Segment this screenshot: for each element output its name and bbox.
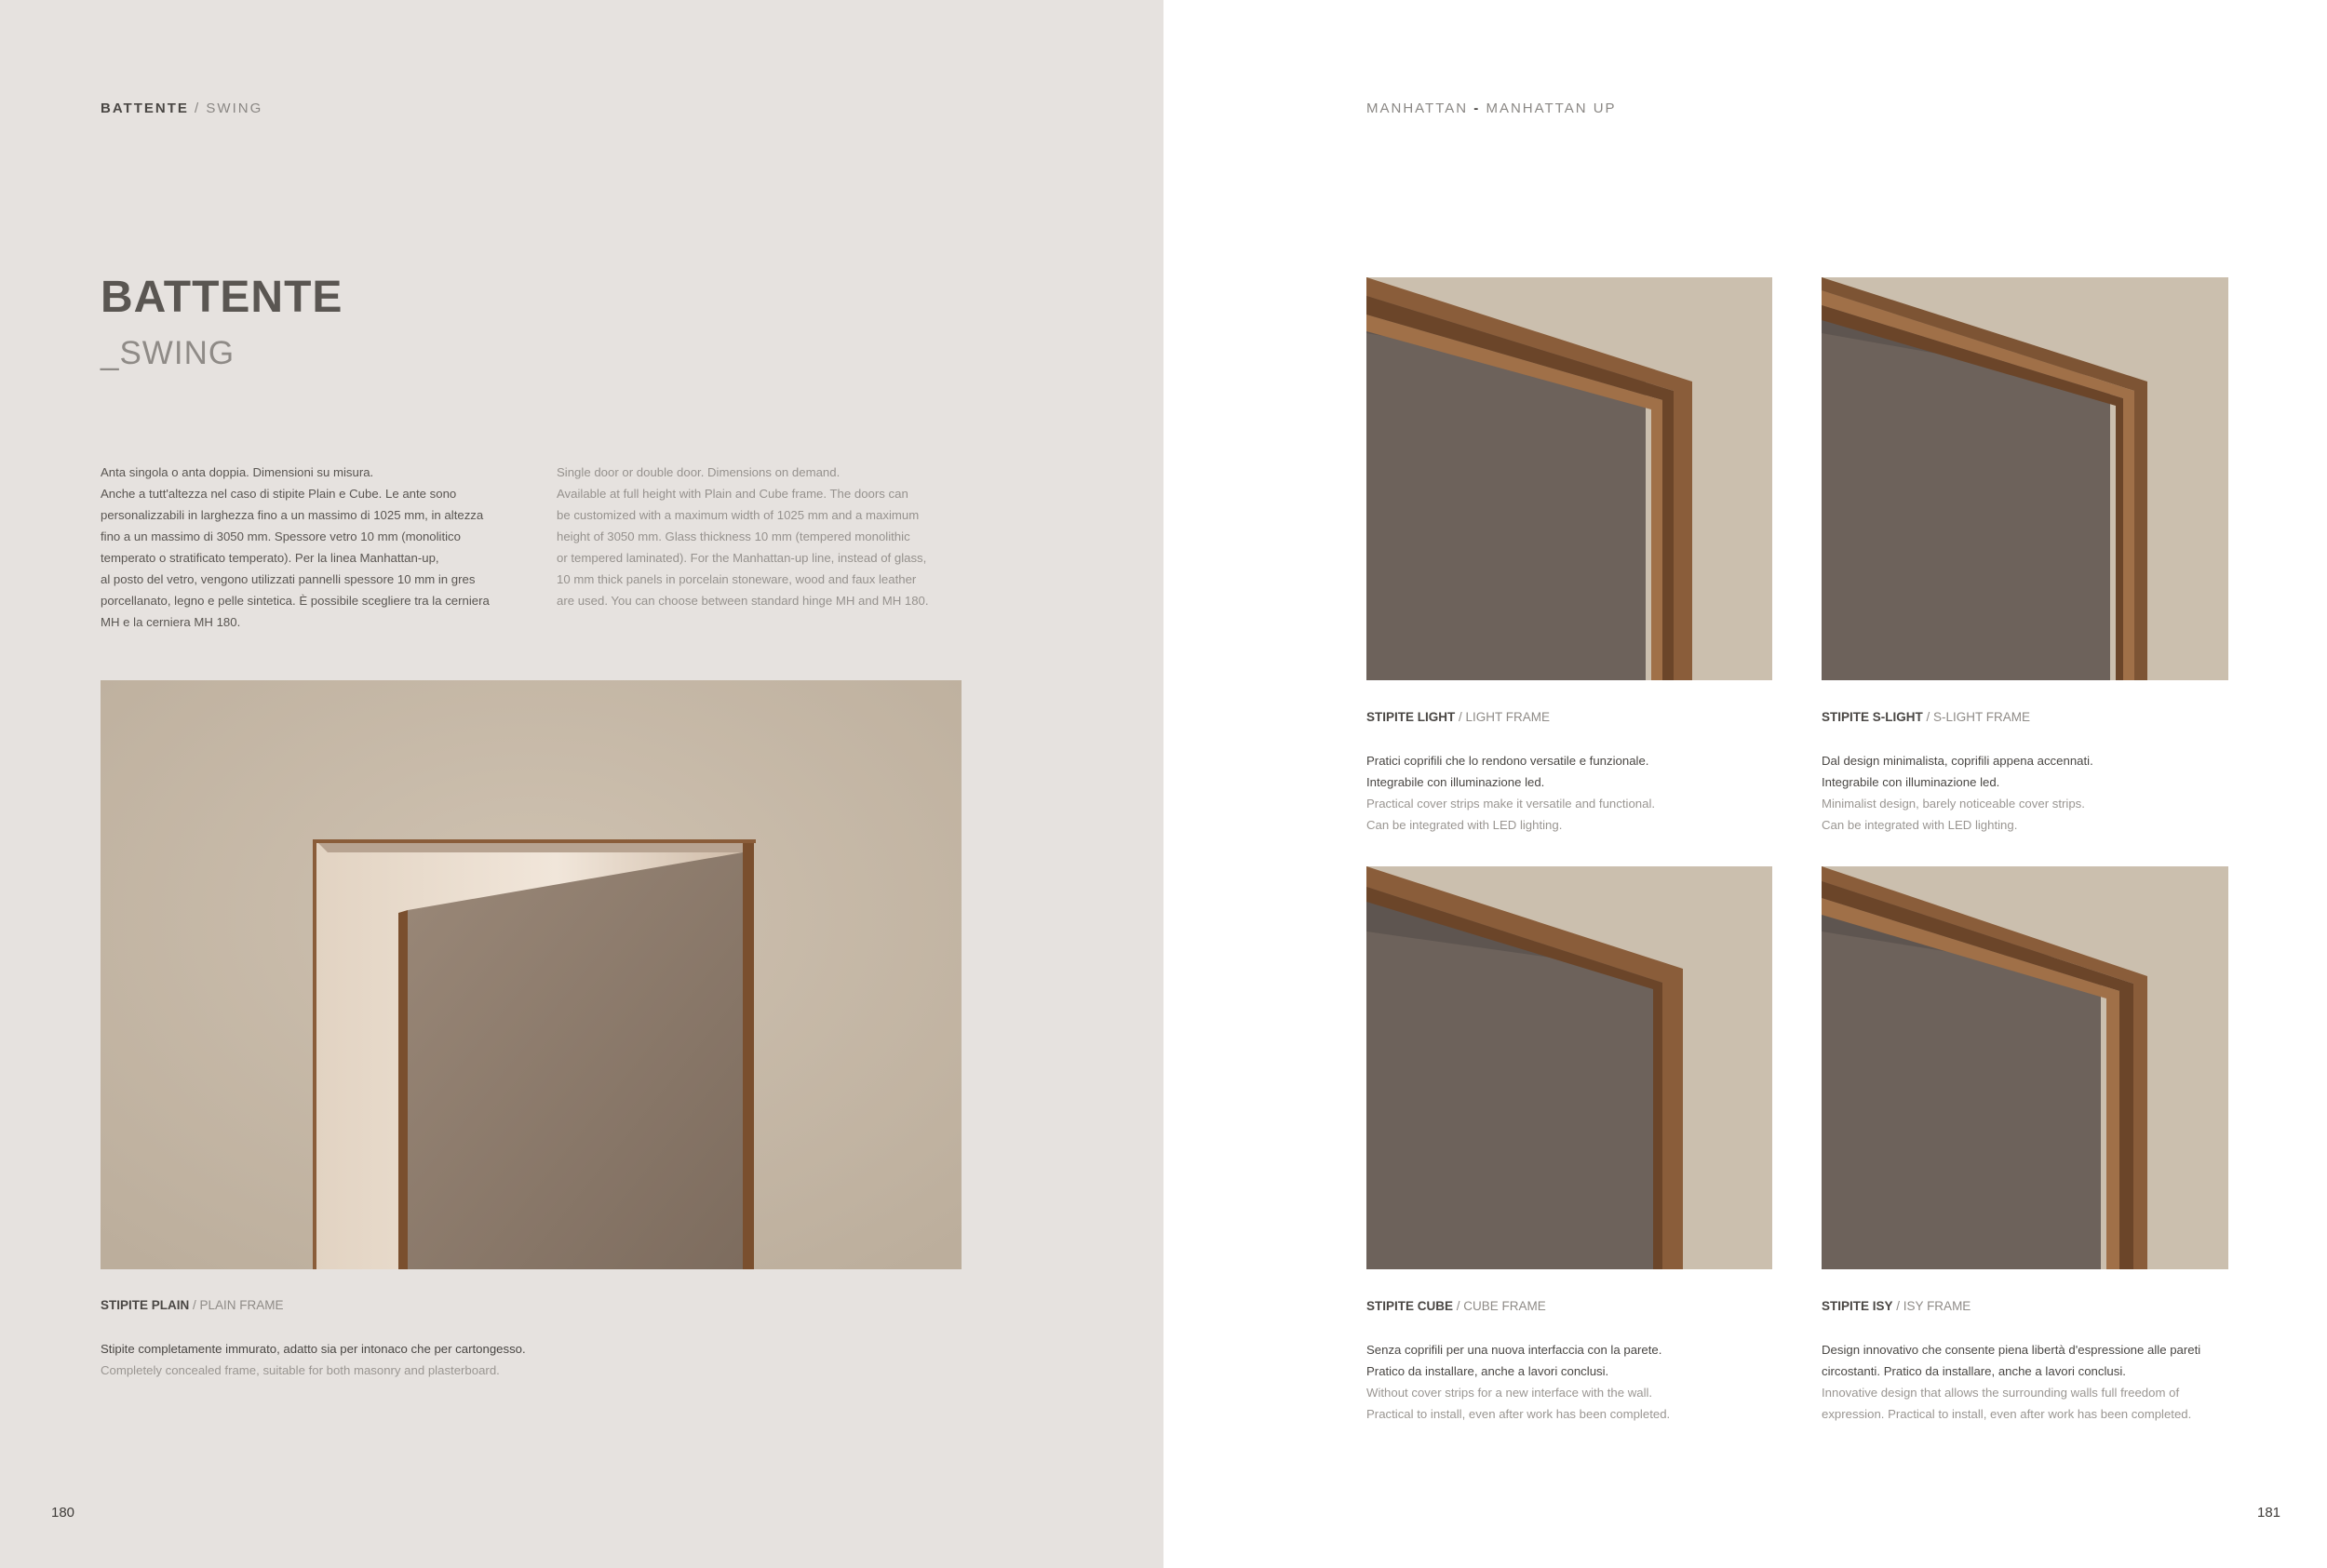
caption-bold: STIPITE S-LIGHT [1822, 710, 1923, 724]
caption-bold: STIPITE CUBE [1366, 1299, 1454, 1313]
light-frame-description [1366, 750, 1655, 836]
text-line: Anta singola o anta doppia. Dimensioni su misura. [101, 465, 374, 479]
text-line: expression. Practical to install, even after work has been completed. [1822, 1407, 2192, 1421]
page-title: BATTENTE [101, 273, 343, 322]
text-line: Integrabile con illuminazione led. [1366, 775, 1545, 789]
intro-paragraph-italian [101, 462, 538, 633]
plain-frame-description [101, 1338, 526, 1381]
text-line: Practical cover strips make it versatile and functional. [1366, 797, 1656, 811]
plain-frame-door-photo [101, 680, 962, 1269]
text-line: Completely concealed frame, suitable for both masonry and plasterboard. [101, 1363, 500, 1377]
text-line: Senza coprifili per una nuova interfaccia con la parete. [1366, 1343, 1662, 1357]
caption-separator: / [1455, 710, 1466, 724]
text-line: Practical to install, even after work has been completed. [1366, 1407, 1671, 1421]
isy-frame-photo [1822, 866, 2228, 1269]
caption-bold: STIPITE PLAIN [101, 1298, 190, 1312]
caption-light: PLAIN FRAME [199, 1298, 284, 1312]
text-line: Pratico da installare, anche a lavori conclusi. [1366, 1364, 1609, 1378]
cube-frame-caption [1366, 1299, 1546, 1313]
page-number-right: 181 [2257, 1505, 2281, 1521]
running-header-left [101, 101, 262, 116]
text-line: Available at full height with Plain and Cube frame. The doors can [557, 487, 908, 501]
s-light-frame-caption [1822, 710, 2030, 724]
text-line: height of 3050 mm. Glass thickness 10 mm (tempered monolithic [557, 529, 910, 543]
text-line: temperato o stratificato temperato). Per la linea Manhattan-up, [101, 551, 439, 565]
text-line: Single door or double door. Dimensions on demand. [557, 465, 841, 479]
text-line: personalizzabili in larghezza fino a un massimo di 1025 mm, in altezza [101, 508, 484, 522]
text-line: Minimalist design, barely noticeable cover strips. [1822, 797, 2085, 811]
caption-light: LIGHT FRAME [1465, 710, 1551, 724]
isy-frame-caption [1822, 1299, 1971, 1313]
running-header-dash: - [1468, 101, 1486, 116]
light-frame-photo [1366, 277, 1772, 680]
text-line: circostanti. Pratico da installare, anche a lavori conclusi. [1822, 1364, 2126, 1378]
text-line: Can be integrated with LED lighting. [1366, 818, 1563, 832]
text-line: fino a un massimo di 3050 mm. Spessore vetro 10 mm (monolitico [101, 529, 461, 543]
caption-separator: / [1892, 1299, 1903, 1313]
page-number-left: 180 [51, 1505, 75, 1521]
running-header-light: SWING [206, 101, 263, 116]
text-line: be customized with a maximum width of 1025 mm and a maximum [557, 508, 920, 522]
text-line: al posto del vetro, vengono utilizzati pannelli spessore 10 mm in gres [101, 572, 476, 586]
text-line: Integrabile con illuminazione led. [1822, 775, 2000, 789]
text-line: Innovative design that allows the surrounding walls full freedom of [1822, 1386, 2180, 1400]
running-header-right [1366, 101, 1617, 116]
caption-separator: / [189, 1298, 200, 1312]
running-header-bold: BATTENTE [101, 101, 189, 116]
text-line: or tempered laminated). For the Manhattan-up line, instead of glass, [557, 551, 927, 565]
running-header-separator: / [188, 101, 207, 116]
text-line: MH e la cerniera MH 180. [101, 615, 241, 629]
caption-separator: / [1453, 1299, 1464, 1313]
intro-paragraph-english [557, 462, 966, 611]
light-frame-caption [1366, 710, 1550, 724]
text-line: Can be integrated with LED lighting. [1822, 818, 2018, 832]
text-line: are used. You can choose between standard hinge MH and MH 180. [557, 594, 929, 608]
caption-light: CUBE FRAME [1463, 1299, 1546, 1313]
caption-bold: STIPITE ISY [1822, 1299, 1893, 1313]
text-line: 10 mm thick panels in porcelain stoneware, wood and faux leather [557, 572, 917, 586]
cube-frame-description [1366, 1339, 1670, 1425]
caption-bold: STIPITE LIGHT [1366, 710, 1456, 724]
text-line: Dal design minimalista, coprifili appena accennati. [1822, 754, 2093, 768]
isy-frame-description [1822, 1339, 2200, 1425]
caption-light: ISY FRAME [1903, 1299, 1971, 1313]
text-line: Design innovativo che consente piena libertà d'espressione alle pareti [1822, 1343, 2201, 1357]
s-light-frame-photo [1822, 277, 2228, 680]
plain-frame-caption [101, 1298, 284, 1312]
running-header-part-a: MANHATTAN [1366, 101, 1469, 116]
text-line: Pratici coprifili che lo rendono versatile e funzionale. [1366, 754, 1649, 768]
right-page [1164, 0, 2327, 1568]
running-header-part-b: MANHATTAN UP [1486, 101, 1617, 116]
page-subtitle: _SWING [101, 335, 235, 371]
text-line: Without cover strips for a new interface with the wall. [1366, 1386, 1653, 1400]
text-line: porcellanato, legno e pelle sintetica. È possibile scegliere tra la cerniera [101, 594, 490, 608]
caption-light: S-LIGHT FRAME [1933, 710, 2031, 724]
text-line: Stipite completamente immurato, adatto sia per intonaco che per cartongesso. [101, 1342, 526, 1356]
caption-separator: / [1922, 710, 1934, 724]
s-light-frame-description [1822, 750, 2093, 836]
text-line: Anche a tutt'altezza nel caso di stipite Plain e Cube. Le ante sono [101, 487, 457, 501]
cube-frame-photo [1366, 866, 1772, 1269]
